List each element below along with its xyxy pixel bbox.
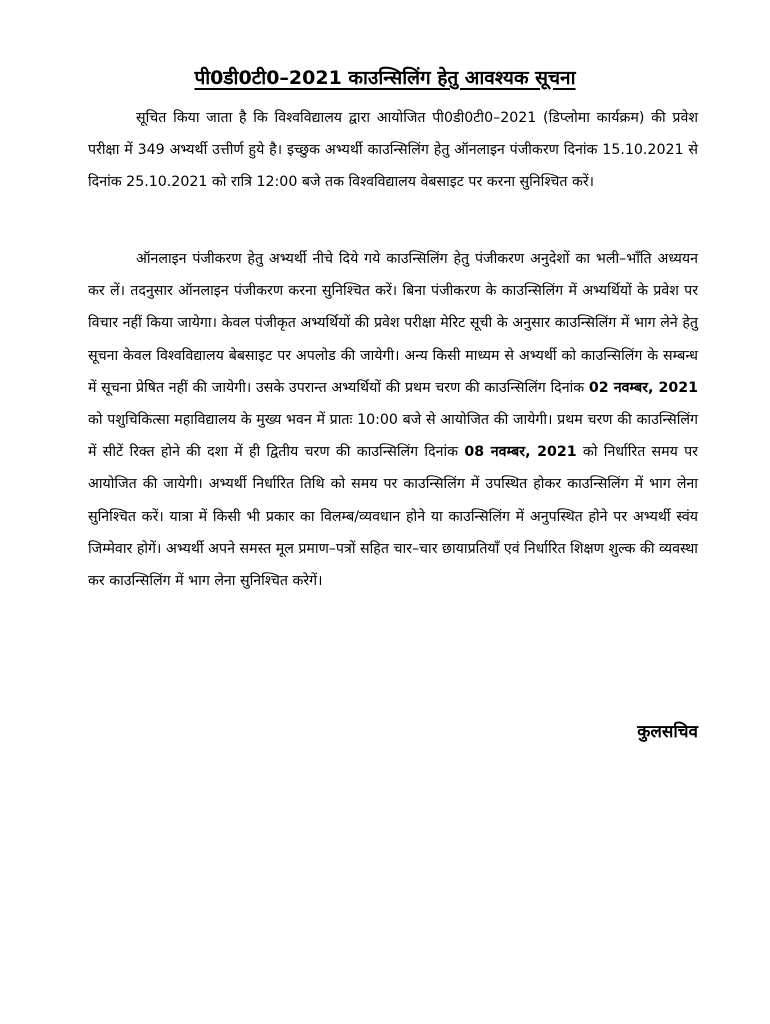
paragraph-2-text-part-1: ऑनलाइन पंजीकरण हेतु अभ्यर्थी नीचे दिये गये काउन्सिलिंग हेतु पंजीकरण अनुदेशों का भली–भाँति अध्ययन कर लें। तदनुसार ऑनलाइन पंजीकरण करना सुनिश्चित करें। बिना पंजीकरण के काउन्सिलिंग में अभ्यर्थियों के प्रवेश पर विचार नहीं किया जायेगा। केवल पंजीकृत अभ्यर्थियों की प्रवेश परीक्षा मेरिट सूची के अनुसार काउन्सिलिंग में भाग लेने हेतु सूचना केवल विश्वविद्यालय बेबसाइट पर अपलोड की जायेगी। अन्य किसी माध्यम से अभ्यर्थी को काउन्सिलिंग के सम्बन्ध में सूचना प्रेषित नहीं की जायेगी। उसके उपरान्त अभ्यर्थियों की प्रथम चरण की काउन्सिलिंग दिनांक <box>88 251 698 396</box>
second-phase-counselling-date: 08 नवम्बर, 2021 <box>464 444 577 461</box>
notice-paragraph-1: सूचित किया जाता है कि विश्वविद्यालय द्वारा आयोजित पी0डी0टी0–2021 (डिप्लोमा कार्यक्रम) की प्रवेश परीक्षा में 349 अभ्यर्थी उत्तीर्ण हुये है। इच्छुक अभ्यर्थी काउन्सिलिंग हेतु ऑनलाइन पंजीकरण दिनांक 15.10.2021 से दिनांक 25.10.2021 को रात्रि 12:00 बजे तक विश्वविद्यालय वेबसाइट पर करना सुनिश्चित करें। <box>88 110 698 191</box>
paragraph-2-text-part-3: को निर्धारित समय पर आयोजित की जायेगी। अभ्यर्थी निर्धारित तिथि को समय पर काउन्सिलिंग में उपस्थित होकर काउन्सिलिंग में भाग लेना सुनिश्चित करें। यात्रा में किसी भी प्रकार का विलम्ब/व्यवधान होने या काउन्सिलिंग में अनुपस्थित होने पर अभ्यर्थी स्वंय जिम्मेवार होगें। अभ्यर्थी अपने समस्त मूल प्रमाण–पत्रों सहित चार–चार छायाप्रतियाँ एवं निर्धारित शिक्षण शुल्क की व्यवस्था कर काउन्सिलिंग में भाग लेना सुनिश्चित करेगें। <box>88 444 698 590</box>
first-phase-counselling-date: 02 नवम्बर, 2021 <box>588 379 698 396</box>
paragraph-2-text-part-2: को पशुचिकित्सा महाविद्यालय के मुख्य भवन में प्रातः 10:00 बजे से आयोजित की जायेगी। प्रथम चरण की काउन्सिलिंग में सीटें रिक्त होने की दशा में ही द्वितीय चरण की काउन्सिलिंग दिनांक <box>88 412 698 461</box>
signature-registrar: कुलसचिव <box>637 722 698 742</box>
notice-title <box>0 64 770 92</box>
notice-paragraph-2 <box>88 243 698 597</box>
notice-title-text: पी0डी0टी0–2021 काउन्सिलिंग हेतु आवश्यक सूचना <box>194 67 576 89</box>
